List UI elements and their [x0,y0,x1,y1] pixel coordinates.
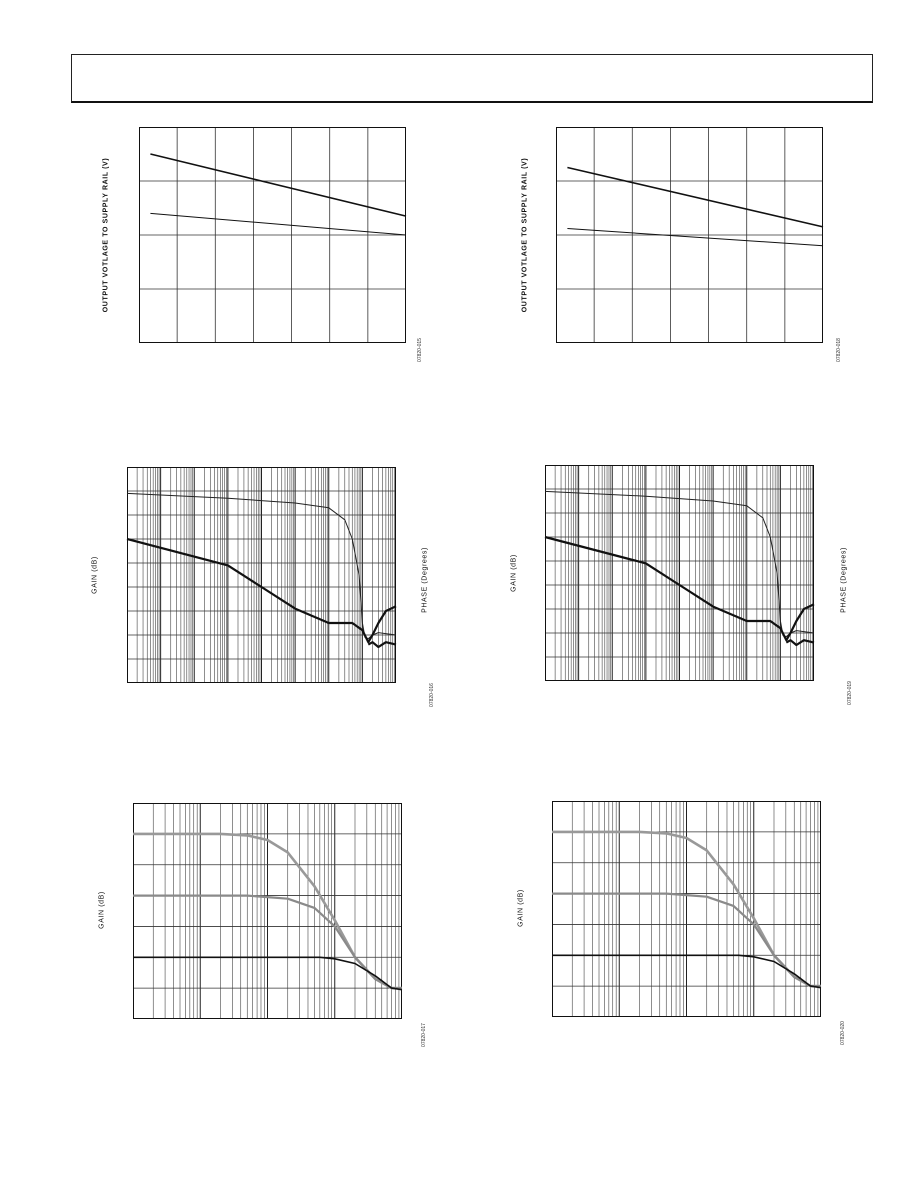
grid [545,465,814,681]
c1-ylabel: OUTPUT VOTLAGE TO SUPPLY RAIL (V) [102,157,110,313]
grid [139,127,406,343]
c2-ylabel: OUTPUT VOTLAGE TO SUPPLY RAIL (V) [521,157,529,313]
grid [556,127,823,343]
c4-ylabel-gain: GAIN (dB) [510,554,518,592]
c4-figure-number: 07820-019 [847,681,853,705]
chart-4 [545,465,814,681]
c5-ylabel: GAIN (dB) [98,891,106,929]
c3-ylabel-phase: PHASE (Degrees) [421,547,429,613]
c6-ylabel: GAIN (dB) [517,889,525,927]
chart-3 [127,467,396,683]
chart-6 [552,801,821,1017]
c2-figure-number: 07820-018 [836,338,842,362]
chart-1 [139,127,406,343]
c3-ylabel-gain: GAIN (dB) [91,556,99,594]
chart-5 [133,803,402,1019]
chart-2 [556,127,823,343]
page-header-box [71,54,873,103]
grid [133,803,402,1019]
c1-figure-number: 07820-015 [417,338,423,362]
c6-figure-number: 07820-020 [840,1021,846,1045]
c3-figure-number: 07820-016 [429,683,435,707]
grid [552,801,821,1017]
c5-figure-number: 07820-017 [421,1023,427,1047]
grid [127,467,396,683]
c4-ylabel-phase: PHASE (Degrees) [840,547,848,613]
